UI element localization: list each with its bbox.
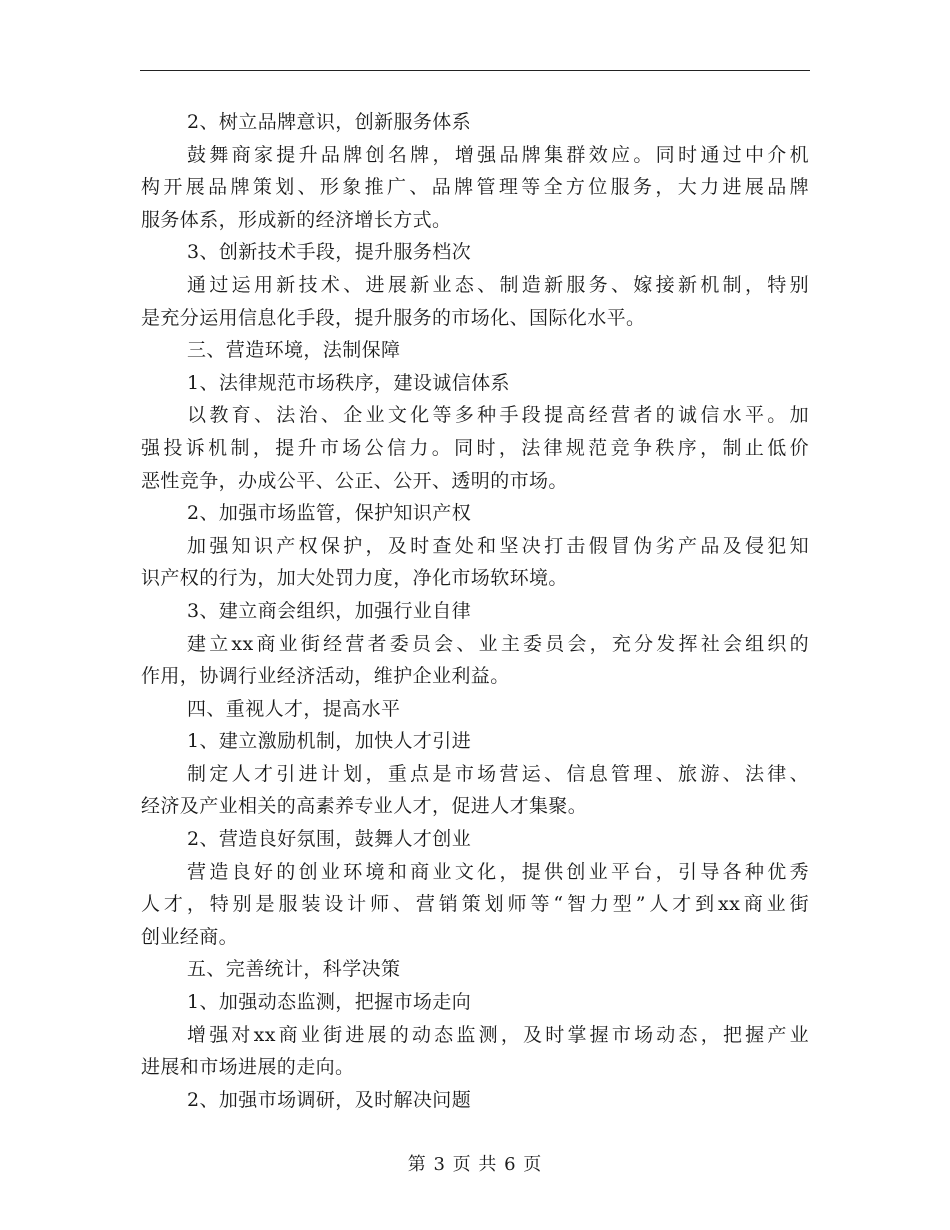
text-line: 2、营造良好氛围，鼓舞人才创业 [187, 828, 472, 851]
text-line: 恶性竞争，办成公平、公正、公开、透明的市场。 [141, 469, 568, 492]
text-line: 1、加强动态监测，把握市场走向 [187, 991, 472, 1014]
text-line: 人才，特别是服装设计师、营销策划师等“智力型”人才到xx商业街 [141, 893, 809, 916]
text-line: 营造良好的创业环境和商业文化，提供创业平台，引导各种优秀 [187, 860, 809, 883]
text-line: 建立xx商业街经营者委员会、业主委员会，充分发挥社会组织的 [187, 632, 809, 655]
text-line: 进展和市场进展的走向。 [141, 1056, 355, 1079]
text-line: 3、建立商会组织，加强行业自律 [187, 599, 472, 622]
document-body [141, 106, 809, 1116]
text-line: 作用，协调行业经济活动，维护企业利益。 [141, 665, 510, 688]
text-line: 构开展品牌策划、形象推广、品牌管理等全方位服务，大力进展品牌 [141, 176, 809, 199]
text-line: 通过运用新技术、进展新业态、制造新服务、嫁接新机制，特别 [187, 273, 809, 296]
text-line: 1、建立激励机制，加快人才引进 [187, 730, 472, 753]
text-line: 五、完善统计，科学决策 [187, 958, 401, 981]
text-line: 创业经商。 [141, 925, 239, 948]
text-line: 3、创新技术手段，提升服务档次 [187, 241, 472, 264]
text-line: 加强知识产权保护，及时查处和坚决打击假冒伪劣产品及侵犯知 [187, 534, 809, 557]
text-line: 鼓舞商家提升品牌创名牌，增强品牌集群效应。同时通过中介机 [187, 143, 809, 166]
text-line: 1、法律规范市场秩序，建设诚信体系 [187, 371, 510, 394]
text-line: 强投诉机制，提升市场公信力。同时，法律规范竞争秩序，制止低价 [141, 436, 809, 459]
text-line: 2、加强市场监管，保护知识产权 [187, 502, 472, 525]
text-line: 增强对xx商业街进展的动态监测，及时掌握市场动态，把握产业 [187, 1023, 809, 1046]
text-line: 2、树立品牌意识，创新服务体系 [187, 111, 472, 133]
text-line: 以教育、法治、企业文化等多种手段提高经营者的诚信水平。加 [187, 404, 809, 427]
text-line: 三、营造环境，法制保障 [187, 339, 401, 362]
page-number: 第 3 页 共 6 页 [407, 1154, 543, 1175]
text-line: 经济及产业相关的高素养专业人才，促进人才集聚。 [141, 795, 588, 818]
text-line: 制定人才引进计划，重点是市场营运、信息管理、旅游、法律、 [187, 762, 809, 785]
text-line: 是充分运用信息化手段，提升服务的市场化、国际化水平。 [141, 306, 646, 329]
text-line: 2、加强市场调研，及时解决问题 [187, 1088, 472, 1111]
text-line: 服务体系，形成新的经济增长方式。 [141, 208, 452, 231]
header-rule [140, 70, 810, 71]
text-line: 四、重视人才，提高水平 [187, 697, 401, 720]
text-line: 识产权的行为，加大处罚力度，净化市场软环境。 [141, 567, 568, 590]
